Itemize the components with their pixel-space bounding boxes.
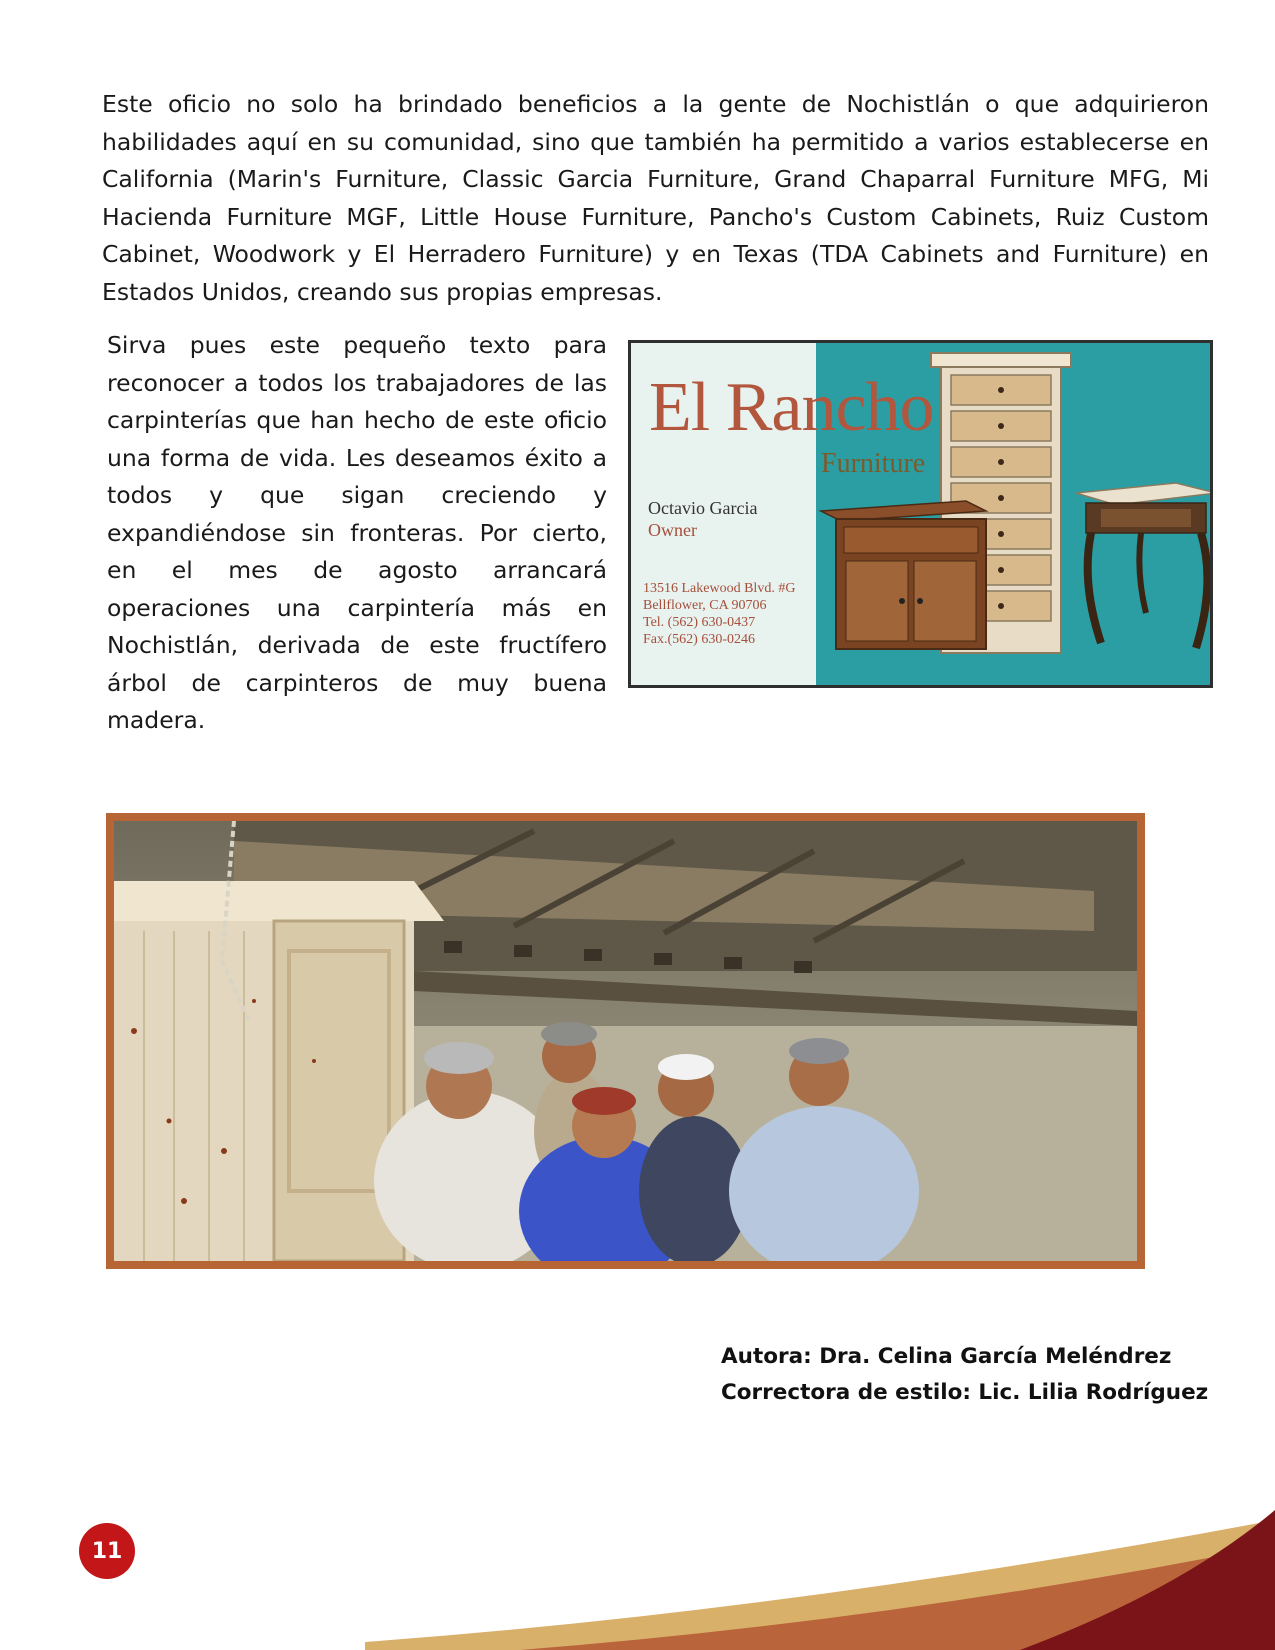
editor-credit: Correctora de estilo: Lic. Lilia Rodríguez <box>721 1380 1209 1405</box>
card-owner-name: Octavio Garcia <box>648 498 758 518</box>
card-owner-role: Owner <box>648 520 697 540</box>
page-number-badge: 11 <box>79 1523 135 1579</box>
card-address-line1: 13516 Lakewood Blvd. #G <box>643 581 796 596</box>
card-title: El Rancho <box>649 369 934 446</box>
author-credit: Autora: Dra. Celina García Meléndrez <box>721 1344 1172 1369</box>
intro-paragraph: Este oficio no solo ha brindado beneficios a la gente de Nochistlán o que adquirieron habilidades aquí en su comunidad, sino que también ha permitido a varios establecerse en California (Marin's Furniture, Classic Garcia Furniture, Grand Chaparral Furniture MFG, Mi Hacienda Furniture MGF, Little House Furniture, Pancho's Custom Cabinets, Ruiz Custom Cabinet, Woodwork y El Herradero Furniture) y en Texas (TDA Cabinets and Furniture) en Estados Unidos, creando sus propias empresas. <box>102 90 1209 306</box>
closing-paragraph: Sirva pues este pequeño texto para reconocer a todos los trabajadores de las carpinterías que han hecho de este oficio una forma de vida. Les deseamos éxito a todos y que sigan creciendo y expandiéndose sin fronteras. Por cierto, en el mes de agosto arrancará operaciones una carpintería más en Nochistlán, derivada de este fructífero árbol de carpinteros de muy buena madera. <box>107 331 607 734</box>
card-phone: Tel. (562) 630-0437 <box>643 615 756 630</box>
card-fax: Fax.(562) 630-0246 <box>643 632 755 647</box>
card-address-line2: Bellflower, CA 90706 <box>643 598 767 613</box>
card-subtitle: Furniture <box>821 448 926 479</box>
